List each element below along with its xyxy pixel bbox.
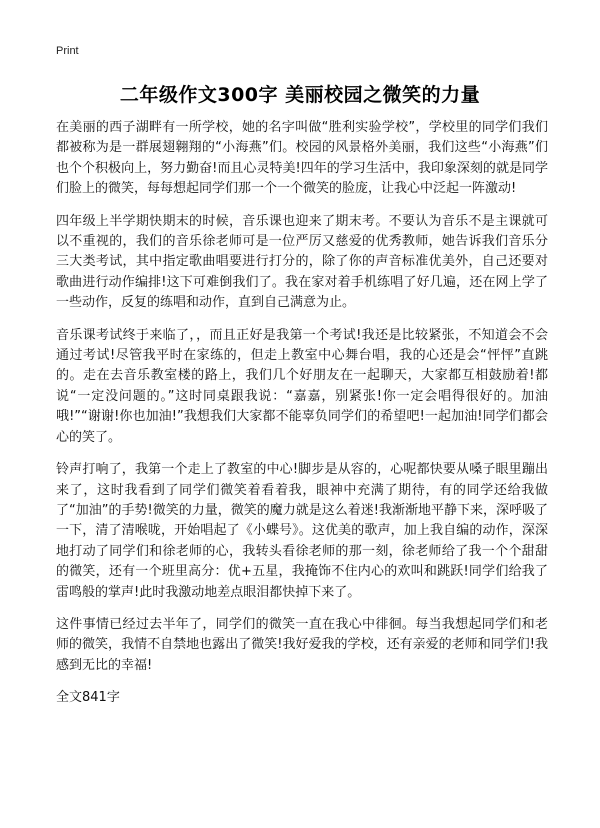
word-count: 全文841字 (56, 690, 120, 706)
article-body (56, 118, 548, 708)
paragraph: 在美丽的西子湖畔有一所学校，她的名字叫做“胜利实验学校”，学校里的同学们我们都被称为是一群展翅翱翔的“小海燕”们。校园的风景格外美丽，我们这些“小海燕”们也个个积极向上，努力勤奋!而且心灵特美!四年的学习生活中，我印象深刻的就是同学们脸上的微笑，每每想起同学们那一个一个微笑的脸庞，让我心中泛起一阵激动! (56, 120, 548, 197)
paragraph: 铃声打响了，我第一个走上了教室的中心!脚步是从容的，心呢都快要从嗓子眼里蹦出来了，这时我看到了同学们微笑着看着我，眼神中充满了期待，有的同学还给我做了“加油”的手势!微笑的力量，微笑的魔力就是这么着迷!我渐渐地平静下来，深呼吸了一下，清了清喉咙，开始唱起了《小蝶号》。这优美的歌声，加上我自编的动作，深深地打动了同学们和徐老师的心，我转头看徐老师的那一刻，徐老师给了我一个个甜甜的微笑，还有一个班里高分：优+五星，我掩饰不住内心的欢叫和跳跃!同学们给我了雷鸣般的掌声!此时我激动地差点眼泪都快掉下来了。 (56, 462, 548, 600)
print-link[interactable]: Print (56, 45, 79, 57)
paragraph: 这件事情已经过去半年了，同学们的微笑一直在我心中徘徊。每当我想起同学们和老师的微笑，我情不自禁地也露出了微笑!我好爱我的学校，还有亲爱的老师和同学们!我感到无比的幸福! (56, 616, 548, 673)
paragraph: 四年级上半学期快期末的时候，音乐课也迎来了期末考。不要认为音乐不是主课就可以不重视的，我们的音乐徐老师可是一位严厉又慈爱的优秀教师，她告诉我们音乐分三大类考试，其中指定歌曲唱要进行打分的，除了你的声音标准优美外，自己还要对歌曲进行动作编排!这下可难倒我们了。我在家对着手机练唱了好几遍，还在网上学了一些动作，反复的练唱和动作，直到自己满意为止。 (56, 213, 548, 311)
paragraph: 音乐课考试终于来临了，，而且正好是我第一个考试!我还是比较紧张，不知道会不会通过考试!尽管我平时在家练的，但走上教室中心舞台唱，我的心还是会“怦怦”直跳的。走在去音乐教室楼的路上，我们几个好朋友在一起聊天，大家都互相鼓励着!都说“一定没问题的。”这时同桌跟我说：“嘉嘉，别紧张!你一定会唱得很好的。加油哦!”“谢谢!你也加油!”我想我们大家都不能辜负同学们的希望吧!一起加油!同学们都会心的笑了。 (56, 327, 548, 445)
article-title: 二年级作文300字 美丽校园之微笑的力量 (119, 84, 481, 106)
